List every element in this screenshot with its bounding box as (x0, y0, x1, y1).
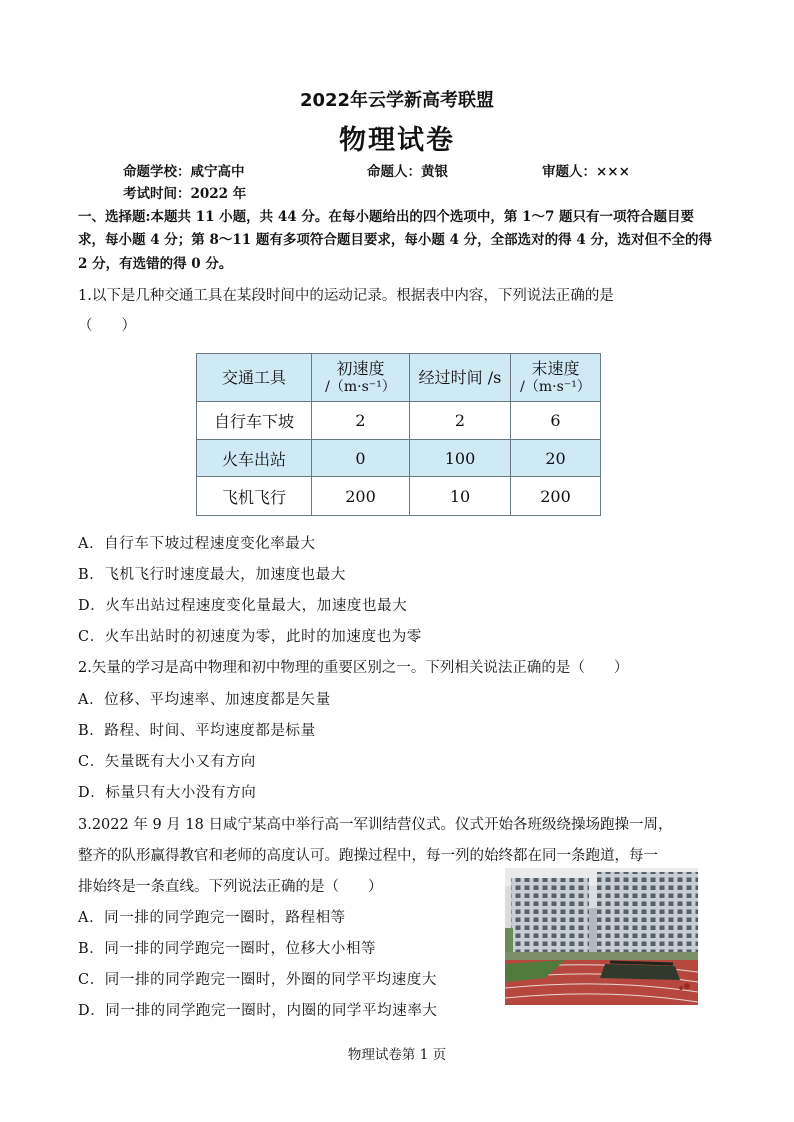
header-initial-speed-unit: /（m·s⁻¹） (325, 378, 396, 395)
header-final-speed-unit: /（m·s⁻¹） (520, 378, 591, 395)
table-cell: 飞机飞行 (197, 477, 312, 516)
table-header-cell: 经过时间 /s (410, 354, 511, 402)
question-1-stem: 1.以下是几种交通工具在某段时间中的运动记录。根据表中内容，下列说法正确的是 (78, 288, 614, 304)
q2-option-d: D．标量只有大小没有方向 (78, 785, 257, 801)
section-instructions-line1: 一、选择题:本题共 11 小题，共 44 分。在每小题给出的四个选项中，第 1～7 题只有一项符合题目要 (78, 209, 695, 225)
military-training-photo (505, 868, 698, 1005)
q1-option-a: A．自行车下坡过程速度变化率最大 (78, 536, 316, 552)
q3-option-b: B．同一排的同学跑完一圈时，位移大小相等 (78, 941, 377, 957)
q3-option-d: D．同一排的同学跑完一圈时，内圈的同学平均速率大 (78, 1003, 438, 1019)
table-row (197, 402, 601, 440)
question-2-stem: 2.矢量的学习是高中物理和初中物理的重要区别之一。下列相关说法正确的是（ ） (78, 660, 629, 676)
table-cell: 2 (410, 402, 511, 440)
question-3-line2: 整齐的队形赢得教官和老师的高度认可。跑操过程中，每一列的始终都在同一条跑道，每一 (78, 848, 658, 864)
q2-option-b: B．路程、时间、平均速度都是标量 (78, 723, 316, 739)
q1-option-b: B．飞机飞行时速度最大，加速度也最大 (78, 567, 346, 583)
q2-option-c: C．矢量既有大小又有方向 (78, 754, 256, 770)
question-3-line3: 排始终是一条直线。下列说法正确的是（ ） (78, 879, 383, 895)
military-training-illustration (505, 868, 698, 1005)
table-header-cell (511, 354, 601, 402)
q3-option-a: A．同一排的同学跑完一圈时，路程相等 (78, 910, 346, 926)
exam-subject-title: 物理试卷 (339, 125, 455, 156)
exam-union-title: 2022年云学新高考联盟 (299, 90, 495, 111)
table-row (197, 477, 601, 516)
q1-option-d: D．火车出站过程速度变化量最大，加速度也最大 (78, 598, 408, 614)
question-1-blank: （ ） (78, 318, 136, 334)
table-cell: 200 (312, 477, 410, 516)
school-info: 命题学校：咸宁高中 (123, 164, 245, 180)
question-3-line1: 3.2022 年 9 月 18 日咸宁某高中举行高一军训结营仪式。仪式开始各班级绕操场跑操一周， (78, 817, 673, 833)
table-cell: 0 (312, 440, 410, 477)
table-header-row (197, 354, 601, 402)
table-row (197, 440, 601, 477)
table-cell: 20 (511, 440, 601, 477)
section-instructions-line3: 2 分，有选错的得 0 分。 (78, 256, 233, 272)
table-cell: 2 (312, 402, 410, 440)
table-cell: 10 (410, 477, 511, 516)
section-instructions-line2: 求，每小题 4 分；第 8～11 题有多项符合题目要求，每小题 4 分，全部选对的得 4 分，选对但不全的得 (78, 232, 712, 248)
header-initial-speed: 初速度 (336, 358, 385, 378)
table-cell: 6 (511, 402, 601, 440)
reviewer-info: 审题人：××× (542, 164, 630, 180)
table-cell: 自行车下坡 (197, 402, 312, 440)
table-header-cell (312, 354, 410, 402)
exam-time: 考试时间：2022 年 (123, 186, 247, 202)
table-cell: 100 (410, 440, 511, 477)
table-header-cell: 交通工具 (197, 354, 312, 402)
q2-option-a: A．位移、平均速率、加速度都是矢量 (78, 692, 331, 708)
motion-record-table (196, 353, 601, 516)
author-info: 命题人：黄银 (367, 164, 448, 180)
page-footer: 物理试卷第 1 页 (347, 1047, 447, 1063)
table-cell: 火车出站 (197, 440, 312, 477)
header-final-speed: 末速度 (531, 358, 580, 378)
q1-option-c: C．火车出站时的初速度为零，此时的加速度也为零 (78, 629, 422, 645)
q3-option-c: C．同一排的同学跑完一圈时，外圈的同学平均速度大 (78, 972, 437, 988)
table-cell: 200 (511, 477, 601, 516)
